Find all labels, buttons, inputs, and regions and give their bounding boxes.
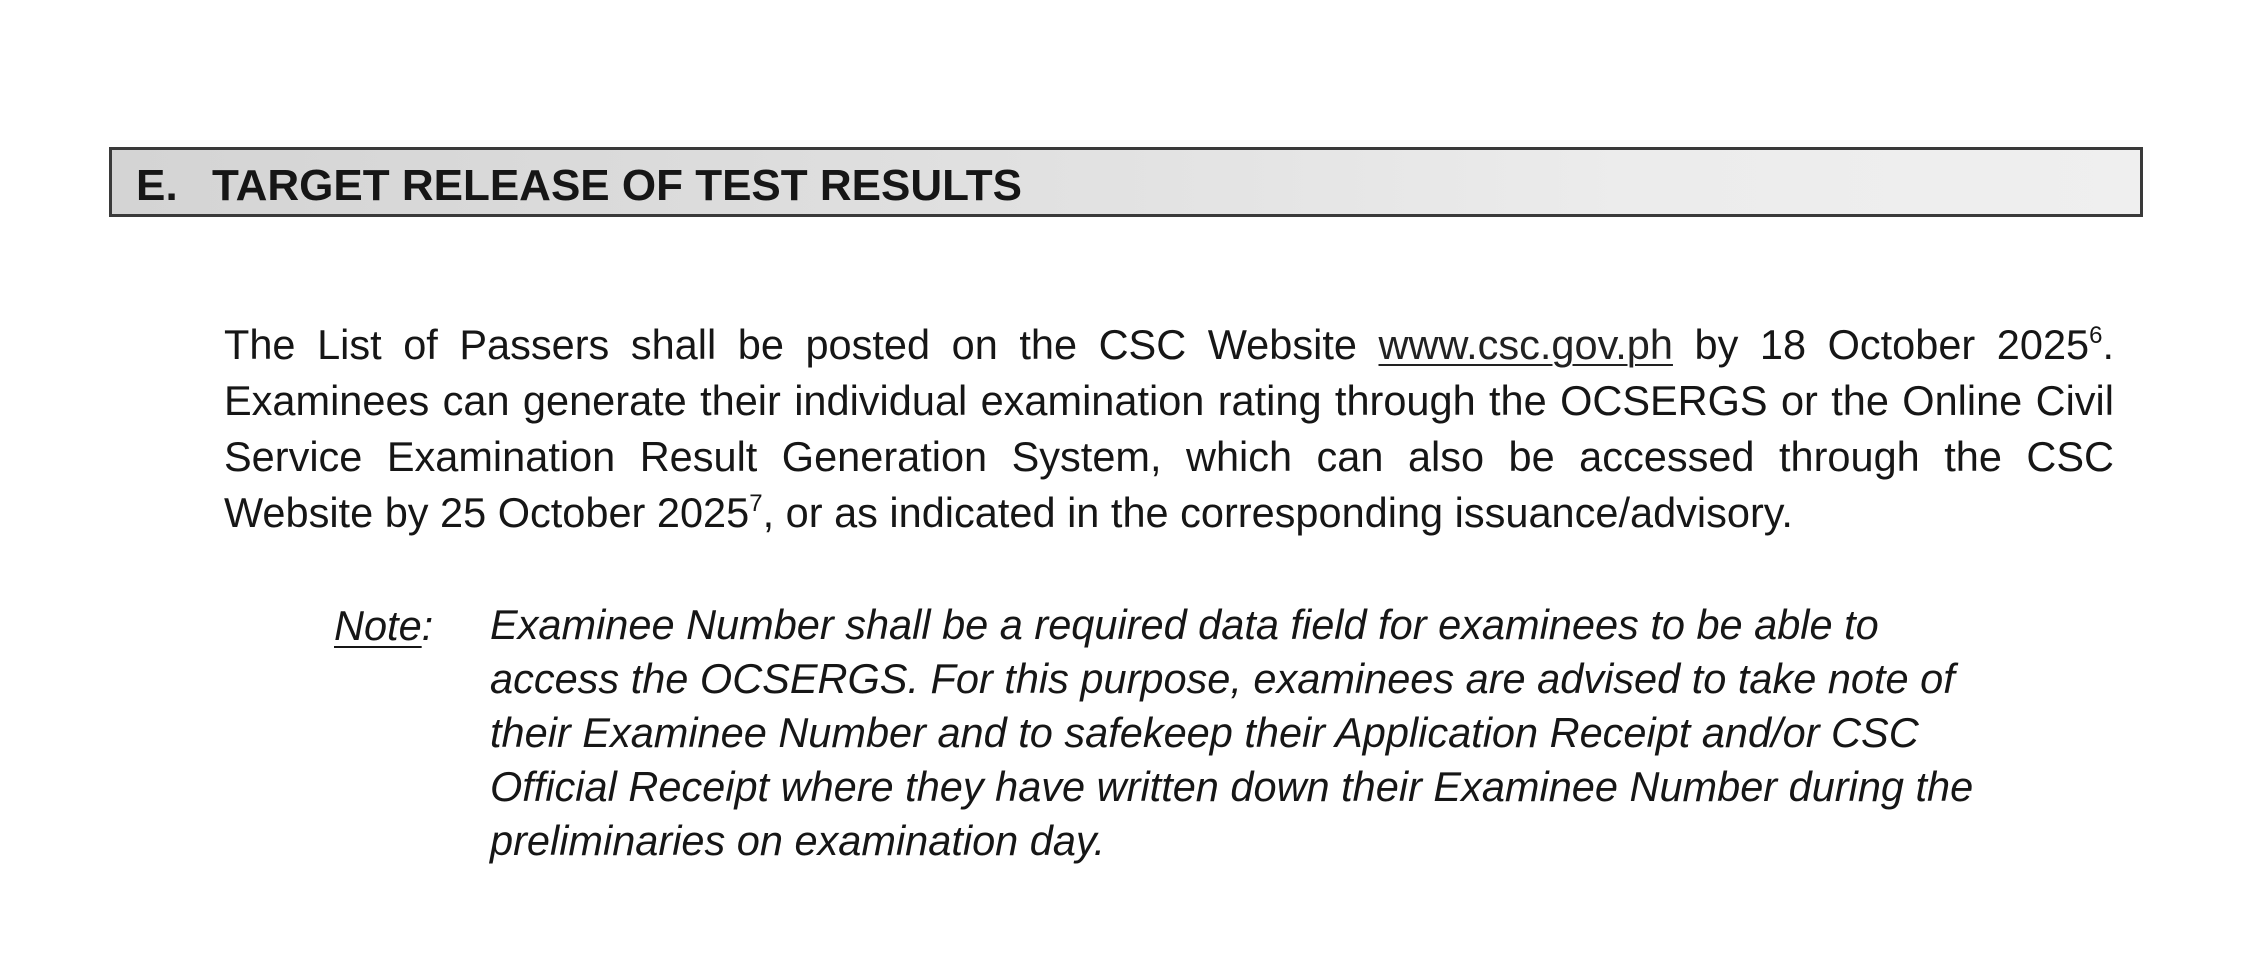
note-text: Examinee Number shall be a required data field for examinees to be able to access the OCSERGS. For this purpose, examinees are advised to take note of their Examinee Number and to safekeep their Application Receipt and/or CSC Official Receipt where they have written down their Examinee Number during the preliminaries on examination day.: [490, 601, 1974, 864]
section-header-bar: [109, 147, 2143, 217]
csc-website-link[interactable]: www.csc.gov.ph: [1378, 320, 1673, 368]
paragraph-text-4: , or as indicated in the corresponding issuance/advisory.: [762, 488, 1793, 536]
paragraph-text-1: The List of Passers shall be posted on the CSC Website: [224, 320, 1379, 368]
footnote-ref-7: 7: [749, 489, 763, 517]
paragraph-text-3: . Examinees can generate their individual examination rating through the OCSERGS or the Online Civil Service Examination Result Generation System, which can also be accessed through the CSC Website by 25 October 2025: [224, 320, 2115, 536]
paragraph-text-2: by 18 October 2025: [1672, 320, 2090, 368]
release-paragraph: [224, 317, 2114, 541]
footnote-ref-6: 6: [2089, 321, 2103, 349]
section-title: TARGET RELEASE OF TEST RESULTS: [212, 161, 1022, 210]
note-label: [334, 598, 433, 654]
note-label-colon: :: [421, 602, 434, 649]
note-label-word: Note: [334, 602, 422, 649]
section-letter: E.: [136, 161, 178, 210]
